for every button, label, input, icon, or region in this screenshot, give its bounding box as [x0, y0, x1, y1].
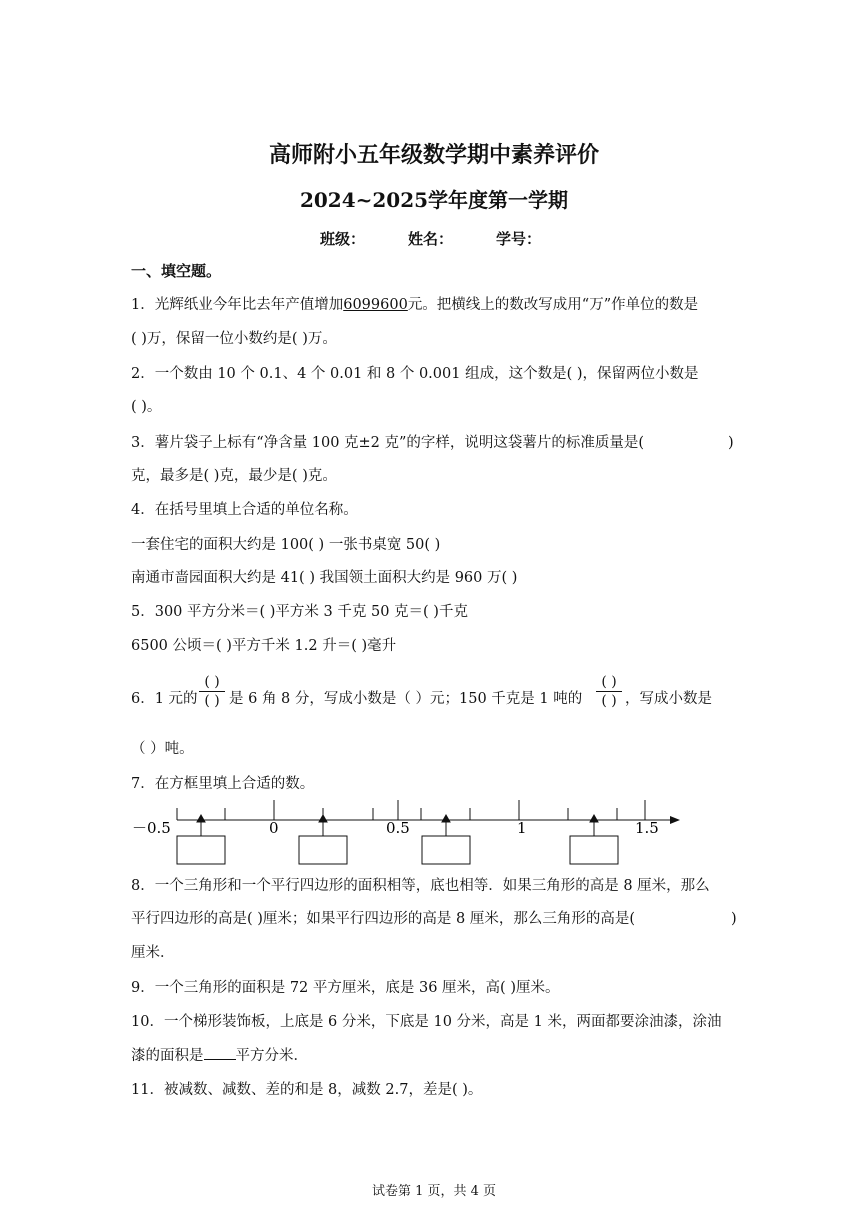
- number-line: [130, 795, 690, 870]
- label-zero: 0: [269, 819, 279, 837]
- question-9-line-1: 9．一个三角形的面积是 72 平方厘米，底是 36 厘米，高( )厘米。: [131, 980, 560, 996]
- exam-term: 2024~2025学年度第一学期: [299, 188, 569, 212]
- question-3-paren-end: ): [728, 435, 734, 451]
- q6-fraction-1-denominator: ( ): [204, 693, 220, 709]
- fraction-bar: [199, 691, 225, 692]
- label-half: 0.5: [386, 819, 410, 837]
- q6-fraction-2-denominator: ( ): [601, 693, 617, 709]
- q6-text-c: ，写成小数是: [625, 691, 712, 707]
- section-title: 一、填空题。: [131, 262, 222, 280]
- question-8-line-3: 厘米．: [131, 945, 175, 961]
- question-2-line-2: ( )。: [131, 399, 162, 415]
- q1-text-b: 元。把横线上的数改写成用“万”作单位的数是: [407, 297, 699, 313]
- q6-text-d: （ ）吨。: [131, 741, 194, 757]
- label-one-half: 1.5: [635, 819, 659, 837]
- question-8-line-2: 平行四边形的高是( )厘米；如果平行四边形的高是 8 厘米，那么三角形的高是(: [131, 911, 636, 927]
- question-2-line-1: 2．一个数由 10 个 0.1、4 个 0.01 和 8 个 0.001 组成，这个数是( )，保留两位小数是: [131, 366, 699, 382]
- answer-box: [299, 836, 347, 864]
- q6-fraction-1-numerator: ( ): [204, 674, 220, 690]
- q1-text-a: 1．光辉纸业今年比去年产值增加: [131, 297, 344, 313]
- q6-fraction-1: [197, 674, 227, 709]
- page-footer: 试卷第 1 页，共 4 页: [371, 1184, 497, 1199]
- answer-box: [570, 836, 618, 864]
- question-4-line-3: 南通市啬园面积大约是 41( ) 我国领土面积大约是 960 万( ): [131, 570, 518, 586]
- q6-fraction-2: [594, 674, 624, 709]
- class-label: 班级：: [320, 230, 366, 248]
- answer-box: [177, 836, 225, 864]
- question-8-paren-end: ): [731, 911, 737, 927]
- question-4-line-1: 4．在括号里填上合适的单位名称。: [131, 502, 358, 518]
- question-10-line-2: [131, 1047, 308, 1065]
- q6-fraction-2-numerator: ( ): [601, 674, 617, 690]
- q10-text-b1: 漆的面积是: [131, 1048, 204, 1064]
- question-3-line-2: 克，最多是( )克，最少是( )克。: [131, 468, 337, 484]
- q10-text-b2: 平方分米．: [235, 1048, 308, 1064]
- q6-text-b: 是 6 角 8 分，写成小数是（ ）元；150 千克是 1 吨的: [229, 691, 583, 707]
- label-neg-half: －0.5: [132, 819, 171, 837]
- question-3-line-1: 3．薯片袋子上标有“净含量 100 克±2 克”的字样，说明这袋薯片的标准质量是(: [131, 435, 645, 451]
- question-1-line-1: [131, 296, 698, 314]
- answer-box: [422, 836, 470, 864]
- question-4-line-2: 一套住宅的面积大约是 100( ) 一张书桌宽 50( ): [131, 537, 441, 553]
- answer-blank: [204, 1047, 236, 1060]
- fraction-bar: [596, 691, 622, 692]
- q6-text-a: 6．1 元的: [131, 691, 198, 707]
- name-label: 姓名：: [408, 230, 454, 248]
- question-5-line-2: 6500 公顷＝( )平方千米 1.2 升＝( )毫升: [131, 638, 397, 654]
- exam-title: 高师附小五年级数学期中素养评价: [268, 142, 599, 168]
- question-8-line-1: 8．一个三角形和一个平行四边形的面积相等，底也相等．如果三角形的高是 8 厘米，那么: [131, 878, 710, 894]
- label-one: 1: [517, 819, 527, 837]
- question-7-line-1: 7．在方框里填上合适的数。: [131, 776, 315, 792]
- question-10-line-1: 10．一个梯形装饰板，上底是 6 分米，下底是 10 分米，高是 1 米，两面都要涂油漆，涂油: [131, 1014, 722, 1030]
- id-label: 学号：: [496, 230, 542, 248]
- question-1-line-2: ( )万，保留一位小数约是( )万。: [131, 331, 337, 347]
- q1-number: 6099600: [343, 297, 408, 313]
- question-5-line-1: 5．300 平方分米＝( )平方米 3 千克 50 克＝( )千克: [131, 604, 468, 620]
- number-line-arrowhead: [670, 816, 680, 824]
- question-11-line-1: 11．被减数、减数、差的和是 8，减数 2.7，差是( )。: [131, 1082, 483, 1098]
